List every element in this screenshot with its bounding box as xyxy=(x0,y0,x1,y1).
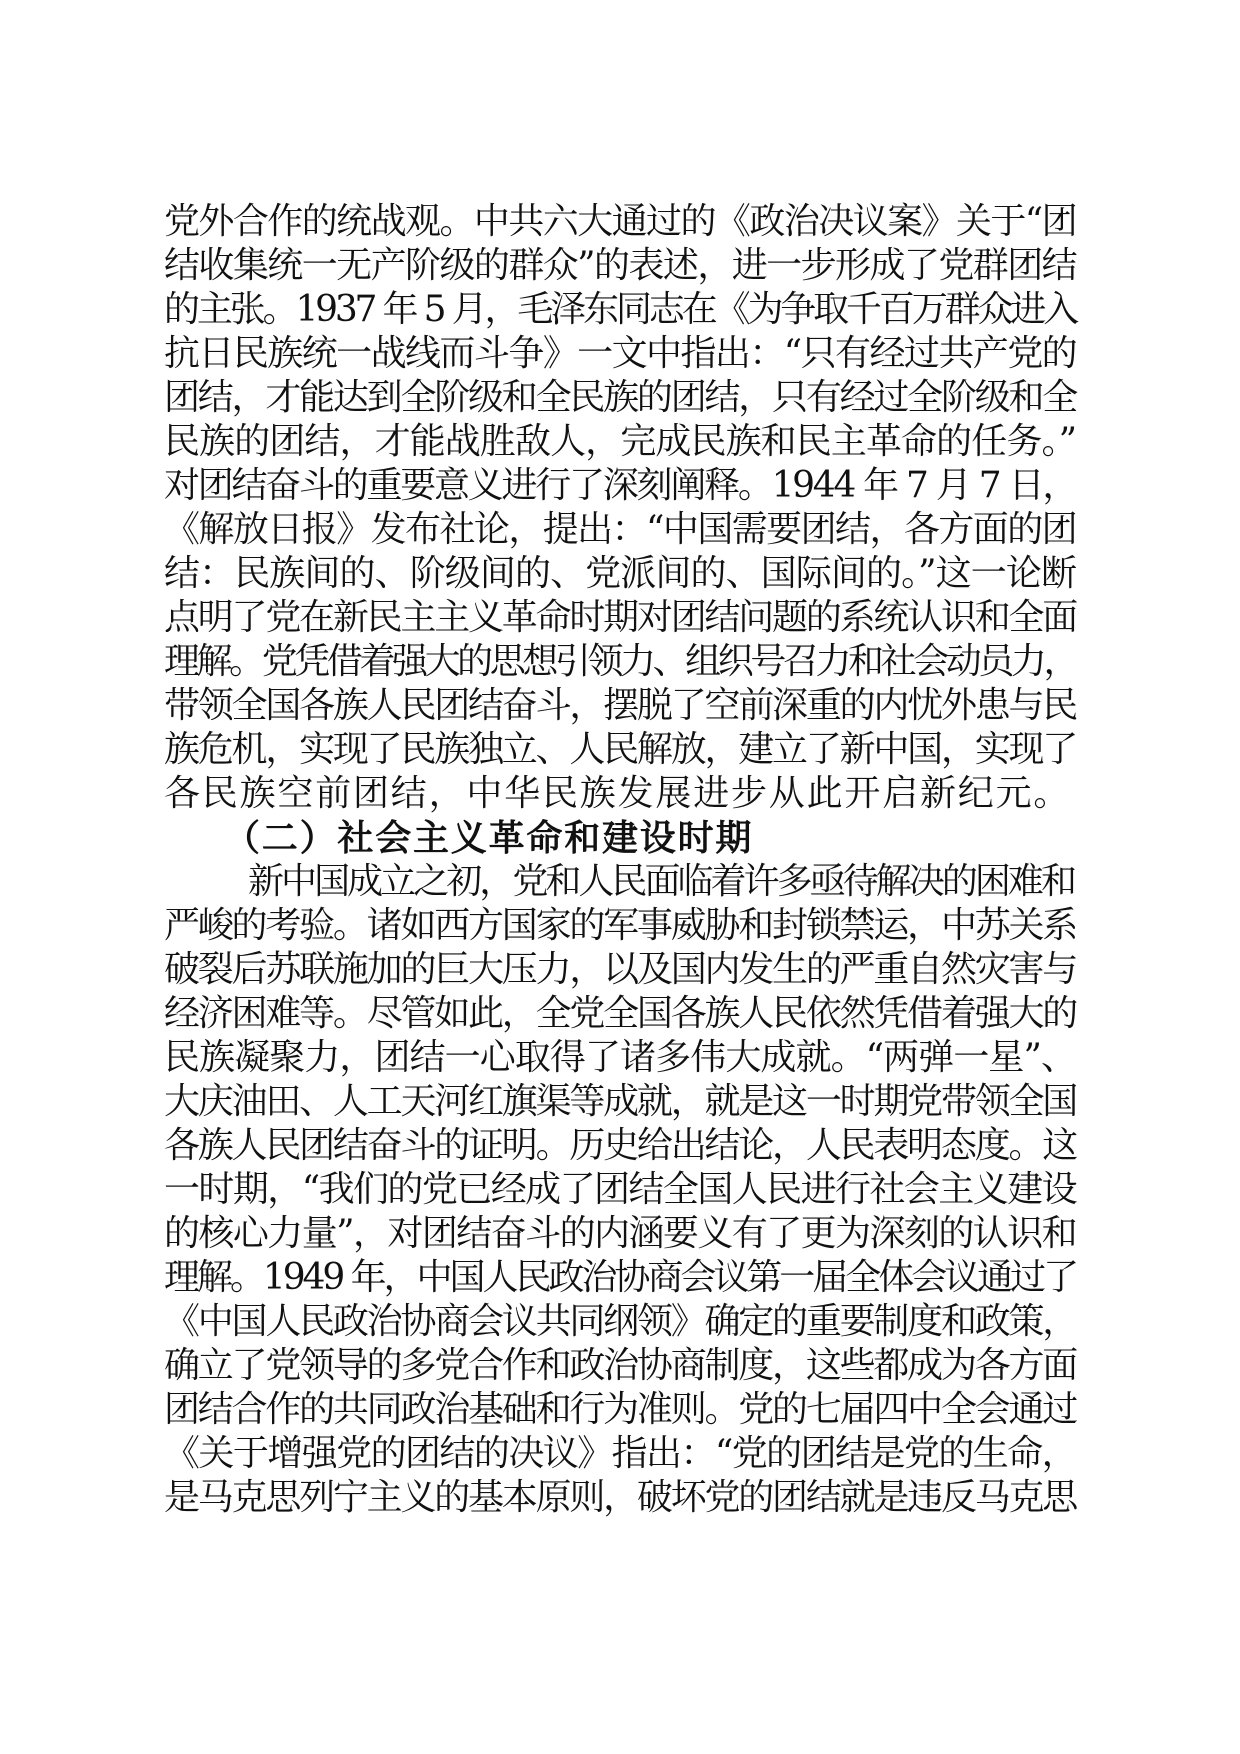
text-line: 经济困难等。尽管如此，全党全国各族人民依然凭借着强大的 xyxy=(164,993,1076,1034)
text-line: 严峻的考验。诸如西方国家的军事威胁和封锁禁运，中苏关系 xyxy=(164,905,1076,946)
text-line: 破裂后苏联施加的巨大压力，以及国内发生的严重自然灾害与 xyxy=(164,949,1076,990)
text-line: 一时期，“我们的党已经成了团结全国人民进行社会主义建设 xyxy=(164,1169,1076,1210)
text-line: 结收集统一无产阶级的群众”的表述，进一步形成了党群团结 xyxy=(164,245,1076,286)
text-line: 各民族空前团结，中华民族发展进步从此开启新纪元。 xyxy=(164,773,1072,814)
text-line: 党外合作的统战观。中共六大通过的《政治决议案》关于“团 xyxy=(164,201,1076,242)
text-line: 点明了党在新民主主义革命时期对团结问题的系统认识和全面 xyxy=(164,597,1076,638)
text-line: 《中国人民政治协商会议共同纲领》确定的重要制度和政策， xyxy=(164,1301,1076,1342)
text-line: 《解放日报》发布社论，提出：“中国需要团结，各方面的团 xyxy=(164,509,1076,550)
text-line: 团结，才能达到全阶级和全民族的团结，只有经过全阶级和全 xyxy=(164,377,1076,418)
text-line: 结：民族间的、阶级间的、党派间的、国际间的。”这一论断 xyxy=(164,553,1076,594)
text-line: 新中国成立之初，党和人民面临着许多亟待解决的困难和 xyxy=(248,861,1074,902)
text-line: 族危机，实现了民族独立、人民解放，建立了新中国，实现了 xyxy=(164,729,1076,770)
text-line: 各族人民团结奋斗的证明。历史给出结论，人民表明态度。这 xyxy=(164,1125,1076,1166)
body-text xyxy=(164,200,1076,1520)
text-line: 大庆油田、人工天河红旗渠等成就，就是这一时期党带领全国 xyxy=(164,1081,1076,1122)
text-line: 民族凝聚力，团结一心取得了诸多伟大成就。“两弹一星”、 xyxy=(164,1037,1076,1078)
text-line: 理解。1949 年，中国人民政治协商会议第一届全体会议通过了 xyxy=(164,1257,1076,1298)
text-line: 带领全国各族人民团结奋斗，摆脱了空前深重的内忧外患与民 xyxy=(164,685,1076,726)
text-line: 对团结奋斗的重要意义进行了深刻阐释。1944 年 7 月 7 日， xyxy=(164,465,1076,506)
section-heading: （二）社会主义革命和建设时期 xyxy=(224,817,754,859)
text-line: 确立了党领导的多党合作和政治协商制度，这些都成为各方面 xyxy=(164,1345,1076,1386)
text-line: 的核心力量”，对团结奋斗的内涵要义有了更为深刻的认识和 xyxy=(164,1213,1076,1254)
text-line: 的主张。1937 年 5 月，毛泽东同志在《为争取千百万群众进入 xyxy=(164,289,1076,330)
text-line: 是马克思列宁主义的基本原则，破坏党的团结就是违反马克思 xyxy=(164,1477,1076,1518)
text-line: 民族的团结，才能战胜敌人，完成民族和民主革命的任务。” xyxy=(164,421,1076,462)
text-line: 抗日民族统一战线而斗争》一文中指出：“只有经过共产党的 xyxy=(164,333,1076,374)
text-line: 团结合作的共同政治基础和行为准则。党的七届四中全会通过 xyxy=(164,1389,1076,1430)
text-line: 《关于增强党的团结的决议》指出：“党的团结是党的生命， xyxy=(164,1433,1076,1474)
text-line: 理解。党凭借着强大的思想引领力、组织号召力和社会动员力， xyxy=(164,641,1076,682)
